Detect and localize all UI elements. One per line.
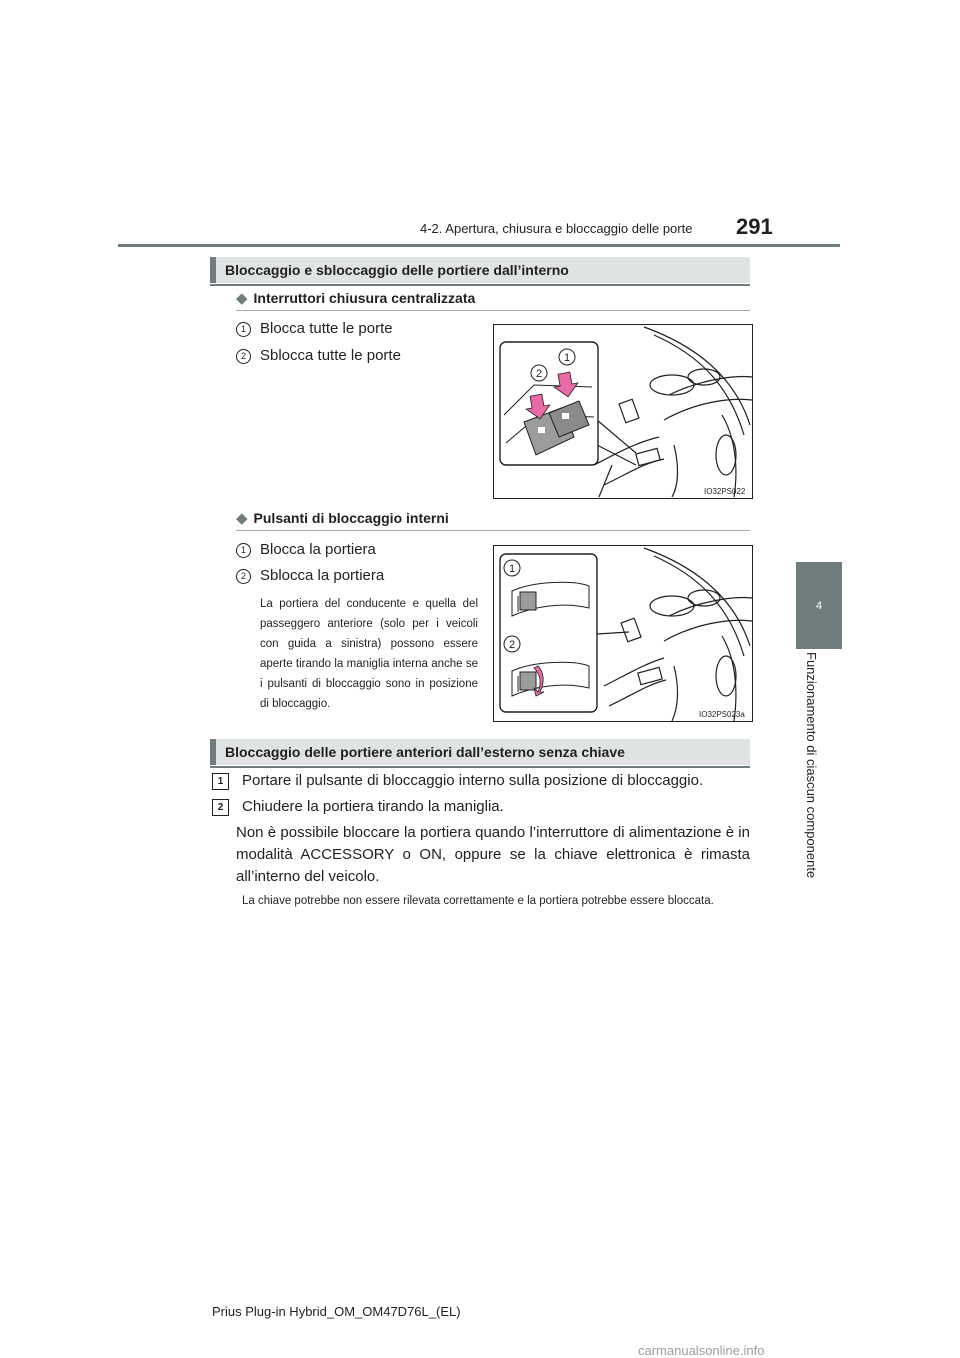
header-rule bbox=[118, 244, 840, 247]
subsection-rule bbox=[236, 530, 750, 531]
diamond-bullet-icon: ◆ bbox=[236, 290, 248, 307]
subsection-rule bbox=[236, 310, 750, 311]
item-number: 1 bbox=[236, 543, 251, 558]
figure-code: IO32PS022 bbox=[704, 487, 746, 496]
chapter-number: 4 bbox=[815, 600, 823, 612]
callout-2: 2 bbox=[508, 639, 516, 651]
chapter-title-wrap bbox=[806, 652, 832, 942]
callout-1: 1 bbox=[508, 563, 516, 575]
running-head: 4-2. Apertura, chiusura e bloccaggio delle porte bbox=[420, 221, 693, 236]
page-number: 291 bbox=[736, 214, 773, 239]
chapter-title: Funzionamento di ciascun componente bbox=[804, 652, 819, 879]
item-number: 1 bbox=[236, 322, 251, 337]
subsection-heading-text: Pulsanti di bloccaggio interni bbox=[253, 510, 449, 526]
note-text: La portiera del conducente e quella del passeggero anteriore (solo per i veicoli con guida a sinistra) possono essere aperte tirando la maniglia interna anche se i pulsanti di bloccaggio sono in posizione di bloccaggio. bbox=[260, 598, 478, 710]
step-text: Chiudere la portiera tirando la maniglia. bbox=[242, 798, 504, 815]
subsection-heading-text: Interruttori chiusura centralizzata bbox=[253, 290, 476, 306]
section-title: Bloccaggio e sbloccaggio delle portiere dall’interno bbox=[225, 262, 569, 278]
section-title: Bloccaggio delle portiere anteriori dall’esterno senza chiave bbox=[225, 744, 625, 760]
item-number: 2 bbox=[236, 349, 251, 364]
item-text: Sblocca la portiera bbox=[260, 567, 385, 584]
subsection-heading bbox=[236, 509, 449, 527]
section-heading-bar bbox=[210, 739, 750, 765]
callout-2: 2 bbox=[535, 368, 543, 380]
item-number: 2 bbox=[236, 569, 251, 584]
step-number: 1 bbox=[212, 773, 229, 790]
figure-inside-lock-buttons bbox=[493, 545, 753, 722]
callout-1: 1 bbox=[563, 352, 571, 364]
figure-code: IO32PS023a bbox=[699, 710, 745, 719]
step-number: 2 bbox=[212, 799, 229, 816]
item-text: Blocca tutte le porte bbox=[260, 320, 393, 337]
manual-id: Prius Plug-in Hybrid_OM_OM47D76L_(EL) bbox=[212, 1304, 461, 1319]
figure-door-lock-switches bbox=[493, 324, 753, 499]
diamond-bullet-icon: ◆ bbox=[236, 510, 248, 527]
note-text: La chiave potrebbe non essere rilevata correttamente e la portiera potrebbe essere bloccata. bbox=[242, 895, 714, 907]
body-paragraph: Non è possibile bloccare la portiera quando l’interruttore di alimentazione è in modalità ACCESSORY o ON, oppure se la chiave elettronica è rimasta all’interno del veicolo. bbox=[236, 824, 750, 885]
watermark: carmanualsonline.info bbox=[638, 1343, 765, 1358]
subsection-heading bbox=[236, 289, 475, 307]
item-text: Blocca la portiera bbox=[260, 541, 376, 558]
inside-lock-button-illustration bbox=[494, 546, 752, 721]
item-text: Sblocca tutte le porte bbox=[260, 347, 401, 364]
section-heading-bar bbox=[210, 257, 750, 283]
step-text: Portare il pulsante di bloccaggio interno sulla posizione di bloccaggio. bbox=[242, 772, 704, 789]
door-lock-switch-illustration bbox=[494, 325, 752, 498]
